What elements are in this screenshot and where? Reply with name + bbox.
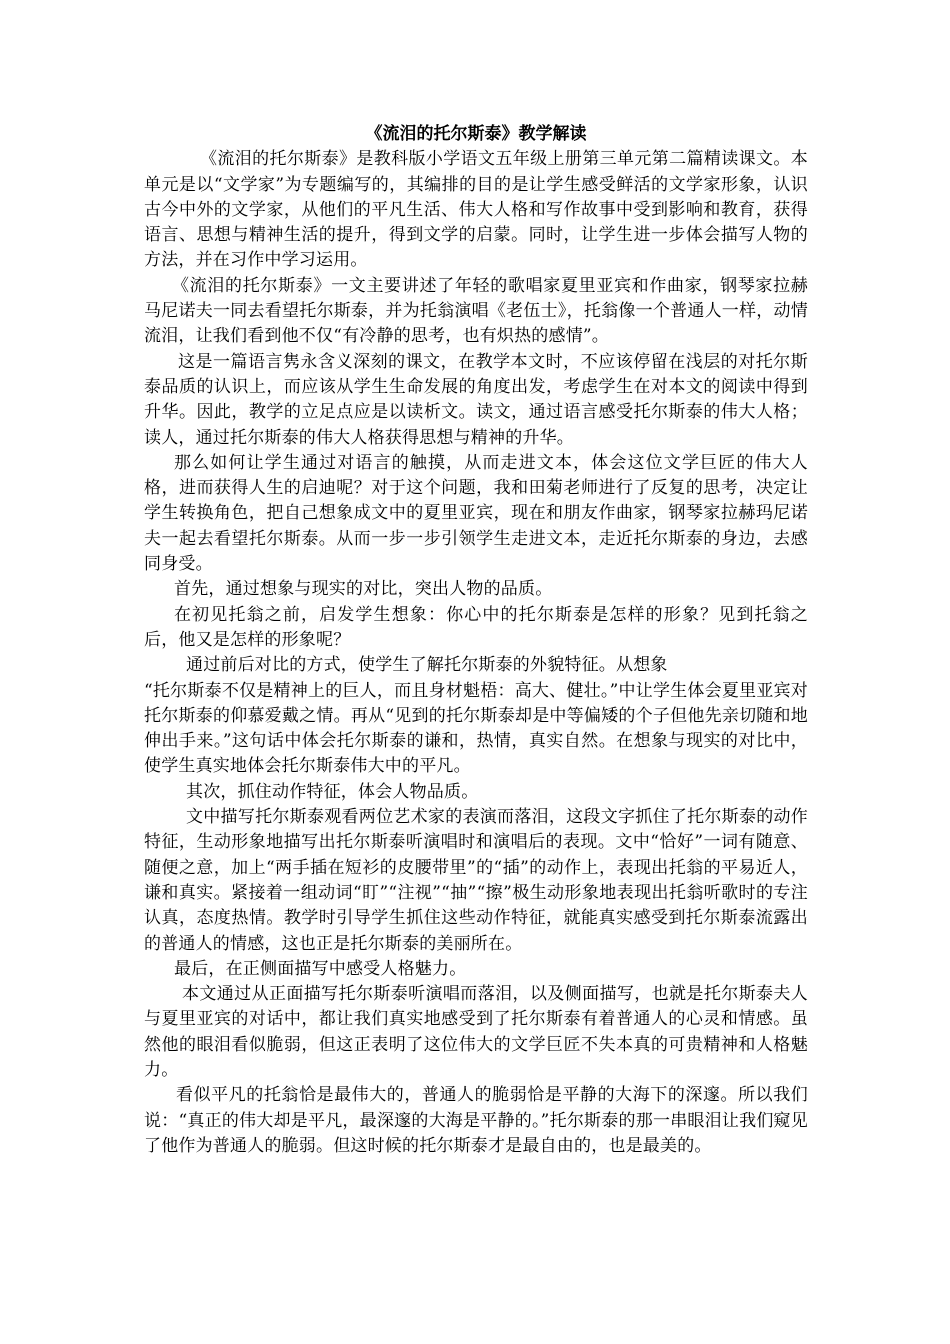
document-page	[144, 122, 808, 1159]
document-title: 《流泪的托尔斯泰》教学解读	[365, 124, 587, 144]
paragraph-contrast-lead: 通过前后对比的方式，使学生了解托尔斯泰的外貌特征。从想象	[186, 655, 668, 676]
paragraph-imagination: 在初见托翁之前，启发学生想象：你心中的托尔斯泰是怎样的形象？见到托翁之后，他又是怎样的形象呢？	[144, 604, 808, 650]
paragraph-summary: 《流泪的托尔斯泰》一文主要讲述了年轻的歌唱家夏里亚宾和作曲家，钢琴家拉赫马尼诺夫一同去看望托尔斯泰，并为托翁演唱《老伍士》，托翁像一个普通人一样，动情流泪，让我们看到他不仅“有冷静的思考，也有炽热的感情”。	[144, 275, 808, 347]
paragraph-third-point: 最后，在正侧面描写中感受人格魅力。	[174, 958, 467, 979]
paragraph-actions: 文中描写托尔斯泰观看两位艺术家的表演而落泪，这段文字抓住了托尔斯泰的动作特征，生动形象地描写出托尔斯泰听演唱时和演唱后的表现。文中“恰好”一词有随意、随便之意，加上“两手插在短衫的皮腰带里”的“插”的动作上，表现出托翁的平易近人，谦和真实。紧接着一组动词“盯”“注视”“抽”“擦”极生动形象地表现出托翁听歌时的专注认真，态度热情。教学时引导学生抓住这些动作特征，就能真实感受到托尔斯泰流露出的普通人的情感，这也正是托尔斯泰的美丽所在。	[144, 807, 808, 954]
paragraph-second-point: 其次，抓住动作特征，体会人物品质。	[186, 781, 479, 802]
paragraph-question: 那么如何让学生通过对语言的触摸，从而走进文本，体会这位文学巨匠的伟大人格，进而获得人生的启迪呢？对于这个问题，我和田菊老师进行了反复的思考，决定让学生转换角色，把自己想象成文中的夏里亚宾，现在和朋友作曲家，钢琴家拉赫玛尼诺夫一起去看望托尔斯泰。从而一步一步引领学生走进文本，走近托尔斯泰的身边，去感同身受。	[144, 452, 808, 575]
paragraph-intro: 《流泪的托尔斯泰》是教科版小学语文五年级上册第三单元第二篇精读课文。本单元是以“文学家”为专题编写的，其编排的目的是让学生感受鲜活的文学家形象，认识古今中外的文学家，从他们的平凡生活、伟大人格和写作故事中受到影响和教育，获得语言、思想与精神生活的提升，得到文学的启蒙。同时，让学生进一步体会描写人物的方法，并在习作中学习运用。	[144, 149, 808, 271]
paragraph-contrast: “托尔斯泰不仅是精神上的巨人，而且身材魁梧：高大、健壮。”中让学生体会夏里亚宾对托尔斯泰的仰慕爱戴之情。再从“见到的托尔斯泰却是中等偏矮的个子但他先亲切随和地伸出手来。”这句话中体会托尔斯泰的谦和，热情，真实自然。在想象与现实的对比中，使学生真实地体会托尔斯泰伟大中的平凡。	[144, 680, 808, 777]
paragraph-teaching-focus: 这是一篇语言隽永含义深刻的课文，在教学本文时，不应该停留在浅层的对托尔斯泰品质的认识上，而应该从学生生命发展的角度出发，考虑学生在对本文的阅读中得到升华。因此，教学的立足点应是以读析文。读文，通过语言感受托尔斯泰的伟大人格；读人，通过托尔斯泰的伟大人格获得思想与精神的升华。	[144, 351, 808, 448]
paragraph-first-point: 首先，通过想象与现实的对比，突出人物的品质。	[174, 579, 553, 600]
paragraph-conclusion: 看似平凡的托翁恰是最伟大的，普通人的脆弱恰是平静的大海下的深邃。所以我们说：“真正的伟大却是平凡，最深邃的大海是平静的。”托尔斯泰的那一串眼泪让我们窥见了他作为普通人的脆弱。但这时候的托尔斯泰才是最自由的，也是最美的。	[144, 1085, 808, 1156]
paragraph-description: 本文通过从正面描写托尔斯泰听演唱而落泪，以及侧面描写，也就是托尔斯泰夫人与夏里亚宾的对话中，都让我们真实地感受到了托尔斯泰有着普通人的心灵和情感。虽然他的眼泪看似脆弱，但这正表明了这位伟大的文学巨匠不失本真的可贵精神和人格魅力。	[144, 984, 808, 1080]
